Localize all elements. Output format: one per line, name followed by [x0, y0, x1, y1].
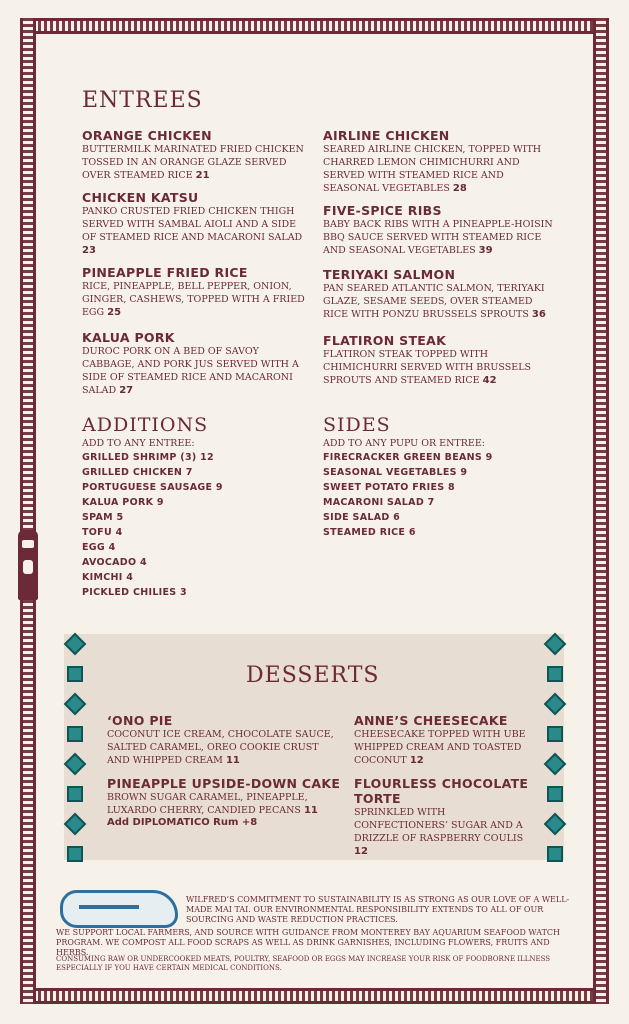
item-desc: BROWN SUGAR CARAMEL, PINEAPPLE, LUXARDO CHERRY, CANDIED PECANS 11: [107, 792, 318, 816]
item-name: PINEAPPLE UPSIDE-DOWN CAKE: [107, 776, 341, 791]
item-desc: SPRINKLED WITH CONFECTIONERS’ SUGAR AND A DRIZZLE OF RASPBERRY COULIS 12: [354, 807, 524, 857]
list-item: SWEET POTATO FRIES 8: [323, 482, 455, 493]
tile-icon: [64, 753, 87, 776]
fish-logo-icon: [60, 890, 178, 928]
tile-icon: [544, 693, 567, 716]
item-price: 12: [354, 846, 368, 857]
list-item: GRILLED SHRIMP (3) 12: [82, 452, 214, 463]
item-desc: COCONUT ICE CREAM, CHOCOLATE SAUCE, SALTED CARAMEL, OREO COOKIE CRUST AND WHIPPED CREAM 11: [107, 729, 334, 766]
item-desc: RICE, PINEAPPLE, BELL PEPPER, ONION, GINGER, CASHEWS, TOPPED WITH A FRIED EGG 25: [82, 281, 305, 318]
entree-item: [323, 203, 553, 257]
item-name: TERIYAKI SALMON: [323, 267, 456, 282]
entree-item: [82, 265, 312, 319]
item-name: AIRLINE CHICKEN: [323, 128, 450, 143]
item-name: FLOURLESS CHOCOLATE TORTE: [354, 776, 529, 806]
additions-title: ADDITIONS: [82, 414, 209, 436]
dessert-item: [354, 713, 529, 767]
entree-item: [323, 267, 553, 321]
tile-icon: [547, 726, 563, 742]
item-name: FIVE-SPICE RIBS: [323, 203, 442, 218]
item-price: 36: [531, 309, 546, 320]
item-price: 12: [409, 755, 424, 766]
item-name: PINEAPPLE FRIED RICE: [82, 265, 248, 280]
tile-icon: [67, 786, 83, 802]
list-item: SPAM 5: [82, 512, 124, 523]
item-desc: FLATIRON STEAK TOPPED WITH CHIMICHURRI SERVED WITH BRUSSELS SPROUTS AND STEAMED RICE 42: [323, 349, 532, 386]
tile-column-left: [67, 636, 83, 876]
item-addon: Add DIPLOMATICO Rum +8: [107, 817, 258, 828]
dessert-item: [107, 776, 342, 828]
item-name: ORANGE CHICKEN: [82, 128, 212, 143]
list-item: AVOCADO 4: [82, 557, 147, 568]
item-price: 39: [478, 245, 493, 256]
border-left: [20, 18, 36, 1004]
tile-column-right: [547, 636, 563, 876]
tile-icon: [67, 726, 83, 742]
desserts-title: DESSERTS: [246, 663, 380, 688]
list-item: PORTUGUESE SAUSAGE 9: [82, 482, 223, 493]
item-price: 11: [225, 755, 240, 766]
tile-icon: [64, 813, 87, 836]
item-price: 42: [482, 375, 497, 386]
item-price: 11: [303, 805, 318, 816]
additions-list: [82, 437, 302, 600]
entree-item: [82, 128, 312, 182]
item-name: CHICKEN KATSU: [82, 190, 199, 205]
item-price: 23: [82, 245, 96, 256]
item-name: ANNE’S CHEESECAKE: [354, 713, 508, 728]
item-desc: PAN SEARED ATLANTIC SALMON, TERIYAKI GLAZE, SESAME SEEDS, OVER STEAMED RICE WITH PONZU BRUSSELS SPROUTS 36: [323, 283, 546, 320]
dessert-item: [354, 776, 529, 858]
sourcing-text: WE SUPPORT LOCAL FARMERS, AND SOURCE WITH GUIDANCE FROM MONTEREY BAY AQUARIUM SEAFOOD WATCH PROGRAM. WE COMPOST ALL FOOD SCRAPS AS WELL AS DRINK GARNISHES, INCLUDING FLOWERS, FRUITS AND HERBS.: [56, 928, 561, 957]
list-item: SEASONAL VEGETABLES 9: [323, 467, 468, 478]
item-name: KALUA PORK: [82, 330, 175, 345]
list-item: FIRECRACKER GREEN BEANS 9: [323, 452, 493, 463]
border-top: [20, 18, 609, 34]
tile-icon: [547, 786, 563, 802]
tile-icon: [67, 666, 83, 682]
entree-item: [82, 330, 312, 397]
entree-item: [82, 190, 312, 257]
sides-intro: ADD TO ANY PUPU OR ENTREE:: [323, 438, 485, 449]
item-price: 27: [119, 385, 134, 396]
border-right: [593, 18, 609, 1004]
list-item: SIDE SALAD 6: [323, 512, 401, 523]
tile-icon: [544, 813, 567, 836]
tile-icon: [547, 846, 563, 862]
sides-list: [323, 437, 543, 540]
item-desc: CHEESECAKE TOPPED WITH UBE WHIPPED CREAM AND TOASTED COCONUT 12: [354, 729, 526, 766]
list-item: KIMCHI 4: [82, 572, 134, 583]
item-name: ‘ONO PIE: [107, 713, 173, 728]
additions-intro: ADD TO ANY ENTREE:: [82, 438, 195, 449]
tile-icon: [547, 666, 563, 682]
item-desc: BUTTERMILK MARINATED FRIED CHICKEN TOSSED IN AN ORANGE GLAZE SERVED OVER STEAMED RICE 21: [82, 144, 304, 181]
list-item: EGG 4: [82, 542, 116, 553]
entree-item: [323, 128, 553, 195]
list-item: PICKLED CHILIES 3: [82, 587, 187, 598]
item-price: 21: [195, 170, 210, 181]
list-item: MACARONI SALAD 7: [323, 497, 435, 508]
entree-item: [323, 333, 553, 387]
tile-icon: [64, 633, 87, 656]
sustainability-text: WILFRED’S COMMITMENT TO SUSTAINABILITY IS AS STRONG AS OUR LOVE OF A WELL-MADE MAI TAI. OUR ENVIRONMENTAL RESPONSIBILITY EXTENDS TO ALL OF OUR SOURCING AND WASTE REDUCTION PRACTICES.: [186, 895, 570, 924]
tile-icon: [544, 753, 567, 776]
item-desc: BABY BACK RIBS WITH A PINEAPPLE-HOISIN BBQ SAUCE SERVED WITH STEAMED RICE AND SEASONAL VEGETABLES 39: [323, 219, 553, 256]
list-item: KALUA PORK 9: [82, 497, 164, 508]
tiki-icon: [18, 530, 38, 600]
tile-icon: [544, 633, 567, 656]
health-warning: CONSUMING RAW OR UNDERCOOKED MEATS, POULTRY, SEAFOOD OR EGGS MAY INCREASE YOUR RISK OF FOODBORNE ILLNESS ESPECIALLY IF YOU HAVE CERTAIN MEDICAL CONDITIONS.: [56, 955, 551, 972]
tile-icon: [67, 846, 83, 862]
list-item: GRILLED CHICKEN 7: [82, 467, 193, 478]
sides-title: SIDES: [323, 414, 391, 436]
tile-icon: [64, 693, 87, 716]
list-item: TOFU 4: [82, 527, 123, 538]
item-price: 25: [107, 307, 122, 318]
item-desc: PANKO CRUSTED FRIED CHICKEN THIGH SERVED WITH SAMBAL AIOLI AND A SIDE OF STEAMED RICE AND MACARONI SALAD 23: [82, 206, 303, 256]
item-price: 28: [452, 183, 467, 194]
item-desc: DUROC PORK ON A BED OF SAVOY CABBAGE, AND PORK JUS SERVED WITH A SIDE OF STEAMED RICE AND MACARONI SALAD 27: [82, 346, 299, 396]
item-name: FLATIRON STEAK: [323, 333, 447, 348]
item-desc: SEARED AIRLINE CHICKEN, TOPPED WITH CHARRED LEMON CHIMICHURRI AND SERVED WITH STEAMED RICE AND SEASONAL VEGETABLES 28: [323, 144, 542, 194]
dessert-item: [107, 713, 337, 767]
entrees-title: ENTREES: [82, 88, 203, 113]
list-item: STEAMED RICE 6: [323, 527, 416, 538]
border-bottom: [20, 988, 609, 1004]
